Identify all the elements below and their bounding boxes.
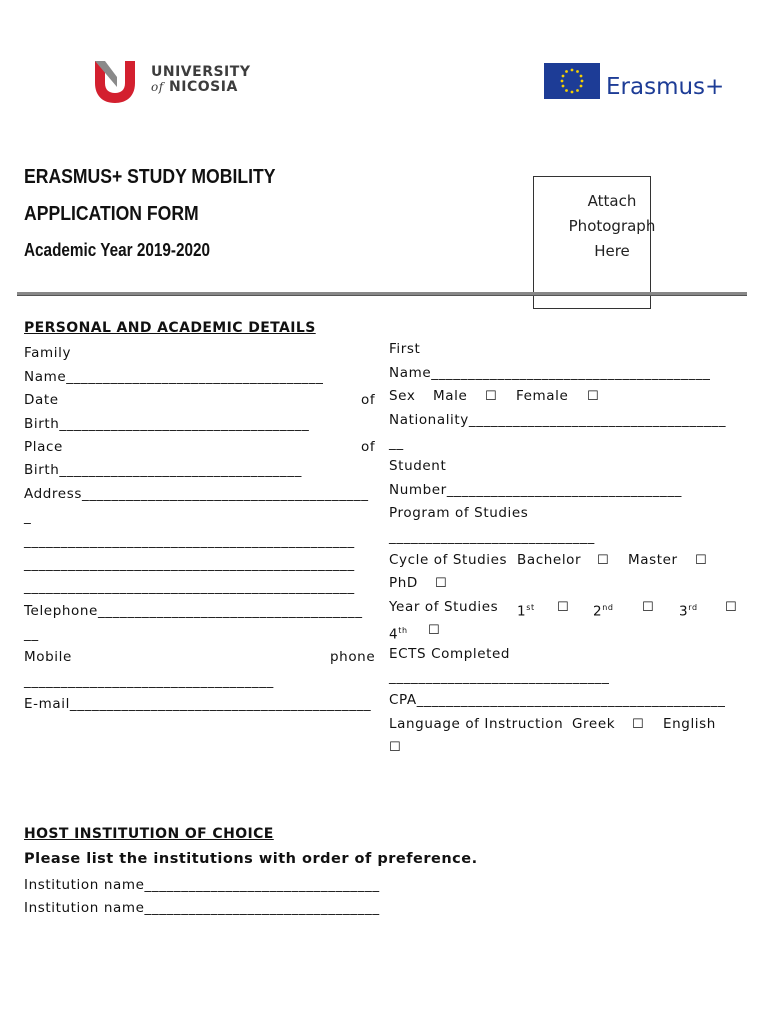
language-of-instruction-label: Language of Instruction [389, 716, 564, 732]
sex-male-label: Male [433, 388, 468, 404]
photo-box-line3: Here [594, 242, 630, 260]
student-number-field[interactable]: Number________________________________ [389, 482, 683, 498]
institution-name-field-2[interactable]: Institution name________________________________ [24, 900, 380, 916]
address-field-line2[interactable]: _ [24, 509, 32, 525]
cycle-bachelor-label: Bachelor [517, 552, 582, 568]
photo-box-line2: Photograph [568, 217, 656, 235]
cpa-field[interactable]: CPA__________________________________________ [389, 692, 726, 708]
cycle-phd-label: PhD [389, 575, 418, 591]
university-logo-text [151, 65, 250, 95]
place-of-birth-of: of [361, 439, 376, 455]
university-logo-line1: UNIVERSITY [151, 64, 251, 80]
ects-completed-label: ECTS Completed [389, 646, 511, 662]
host-section-heading: HOST INSTITUTION OF CHOICE [24, 826, 274, 842]
ects-completed-field[interactable]: ______________________________ [389, 669, 610, 685]
address-field-line3[interactable]: _____________________________________________ [24, 533, 355, 549]
mobile-phone-label-2: phone [330, 649, 376, 665]
university-logo-line2: NICOSIA [169, 79, 238, 95]
family-name-field[interactable]: Name___________________________________ [24, 369, 324, 385]
photo-box-line1: Attach [587, 192, 637, 210]
date-of-birth-of: of [361, 392, 376, 408]
email-field[interactable]: E-mail_________________________________________ [24, 696, 372, 712]
language-english-checkbox[interactable]: ☐ [389, 740, 402, 755]
institution-name-field-1[interactable]: Institution name________________________________ [24, 877, 380, 893]
address-field-line4[interactable]: _____________________________________________ [24, 556, 355, 572]
year-4th-checkbox[interactable]: ☐ [428, 623, 441, 638]
date-of-birth-label: Date [24, 392, 59, 408]
university-of-nicosia-logo [93, 59, 251, 105]
student-number-label: Student [389, 458, 447, 474]
sex-label: Sex [389, 388, 416, 404]
year-of-studies-label: Year of Studies [389, 599, 499, 615]
cycle-of-studies-label: Cycle of Studies [389, 552, 508, 568]
cycle-bachelor-checkbox[interactable]: ☐ [597, 553, 610, 568]
program-of-studies-field[interactable]: ____________________________ [389, 529, 595, 545]
university-shield-icon [93, 59, 137, 105]
sex-female-label: Female [516, 388, 569, 404]
personal-section-heading: PERSONAL AND ACADEMIC DETAILS [24, 320, 316, 336]
family-name-label: Family [24, 345, 72, 361]
address-field-line5[interactable]: _____________________________________________ [24, 579, 355, 595]
erasmus-plus-logo [544, 63, 734, 99]
year-1st-label: 1st [517, 603, 535, 620]
form-title-line2: APPLICATION FORM [24, 203, 199, 225]
telephone-field[interactable]: Telephone____________________________________ [24, 603, 363, 619]
language-greek-label: Greek [572, 716, 616, 732]
horizontal-divider [17, 292, 747, 296]
nationality-field[interactable]: Nationality___________________________________ [389, 412, 727, 428]
year-2nd-label: 2nd [593, 603, 614, 620]
host-instruction: Please list the institutions with order of preference. [24, 851, 478, 867]
cycle-phd-checkbox[interactable]: ☐ [435, 576, 448, 591]
date-of-birth-field[interactable]: Birth__________________________________ [24, 416, 310, 432]
year-1st-checkbox[interactable]: ☐ [557, 600, 570, 615]
sex-male-checkbox[interactable]: ☐ [485, 389, 498, 404]
place-of-birth-label: Place [24, 439, 63, 455]
year-3rd-label: 3rd [679, 603, 698, 620]
year-2nd-checkbox[interactable]: ☐ [642, 600, 655, 615]
telephone-field-line2[interactable]: __ [24, 626, 39, 642]
year-4th-label: 4th [389, 626, 408, 643]
place-of-birth-field[interactable]: Birth_________________________________ [24, 462, 302, 478]
mobile-phone-label: Mobile [24, 649, 72, 665]
address-field[interactable]: Address_______________________________________ [24, 486, 369, 502]
cycle-master-label: Master [628, 552, 678, 568]
language-greek-checkbox[interactable]: ☐ [632, 717, 645, 732]
language-english-label: English [663, 716, 716, 732]
cycle-master-checkbox[interactable]: ☐ [695, 553, 708, 568]
first-name-label: First [389, 341, 421, 357]
erasmus-logo-text: Erasmus+ [606, 74, 725, 100]
photo-placeholder-box[interactable] [533, 176, 656, 309]
sex-female-checkbox[interactable]: ☐ [587, 389, 600, 404]
program-of-studies-label: Program of Studies [389, 505, 529, 521]
eu-flag-icon [544, 63, 600, 99]
university-logo-of: of [151, 80, 164, 94]
year-3rd-checkbox[interactable]: ☐ [725, 600, 738, 615]
mobile-phone-field[interactable]: __________________________________ [24, 673, 274, 689]
nationality-field-line2[interactable]: __ [389, 435, 404, 451]
first-name-field[interactable]: Name______________________________________ [389, 365, 711, 381]
academic-year: Academic Year 2019-2020 [24, 240, 211, 260]
form-title-line1: ERASMUS+ STUDY MOBILITY [24, 166, 276, 188]
